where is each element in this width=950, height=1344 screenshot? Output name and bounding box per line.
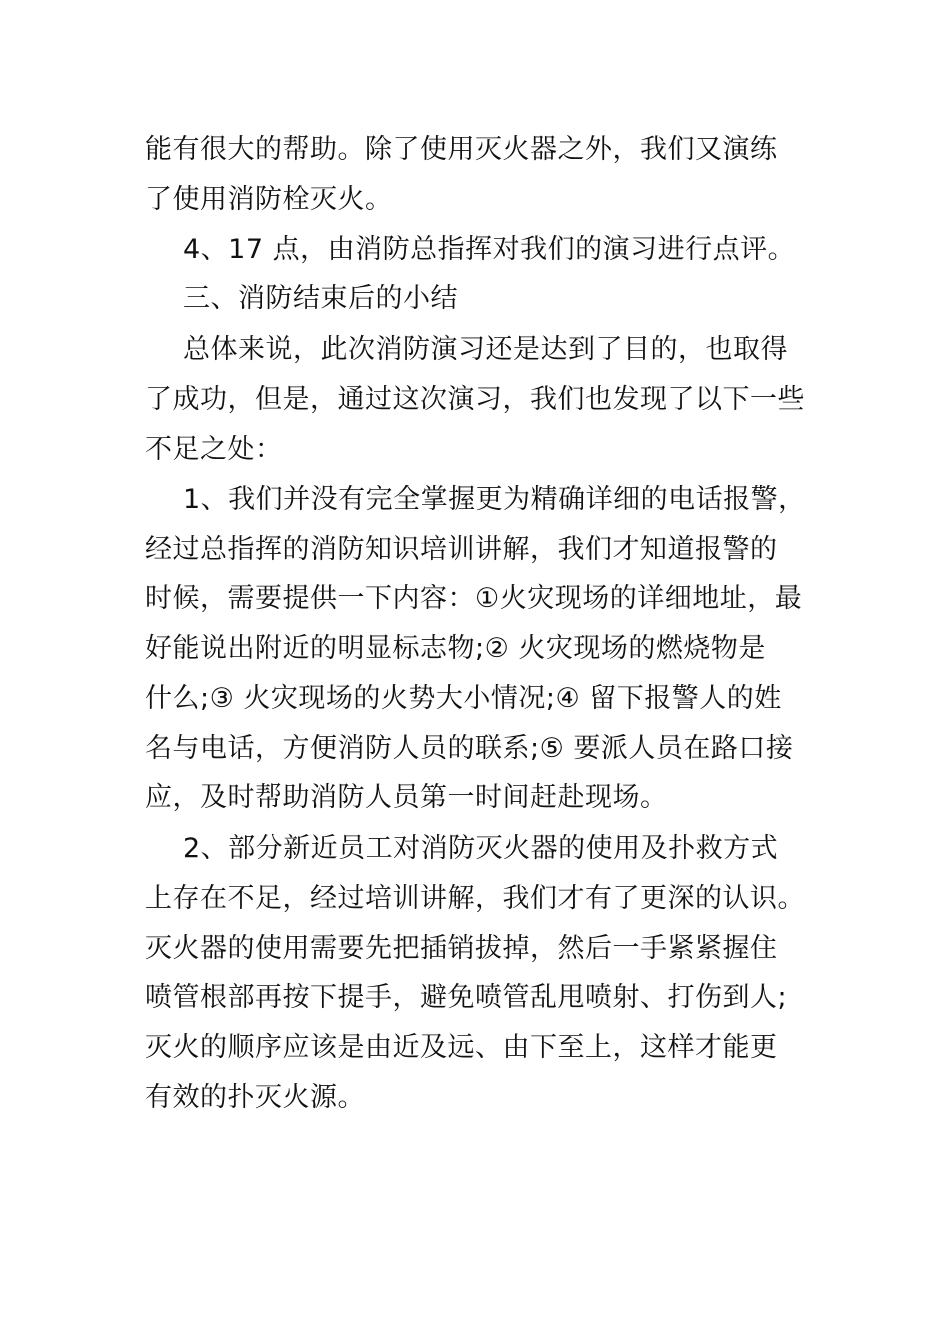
text-line: 了成功，但是，通过这次演习，我们也发现了以下一些 <box>145 384 805 415</box>
text-line: 应，及时帮助消防人员第一时间赶赴现场。 <box>145 782 668 813</box>
text-line: 有效的扑灭火源。 <box>145 1082 365 1113</box>
text-line: 4、17 点，由消防总指挥对我们的演习进行点评。 <box>183 234 796 265</box>
text-line: 2、部分新近员工对消防灭火器的使用及扑救方式 <box>183 833 779 864</box>
text-line: 灭火器的使用需要先把插销拔掉，然后一手紧紧握住 <box>145 933 778 964</box>
text-line: 经过总指挥的消防知识培训讲解，我们才知道报警的 <box>145 534 778 565</box>
text-line: 不足之处： <box>145 434 283 465</box>
text-line: 时候，需要提供一下内容：①火灾现场的详细地址，最 <box>145 583 803 614</box>
section-heading: 三、消防结束后的小结 <box>183 283 458 314</box>
text-line: 1、我们并没有完全掌握更为精确详细的电话报警， <box>183 484 806 515</box>
text-line: 名与电话，方便消防人员的联系;⑤ 要派人员在路口接 <box>145 733 794 764</box>
text-line: 什么;③ 火灾现场的火势大小情况;④ 留下报警人的姓 <box>145 683 782 714</box>
text-line: 总体来说，此次消防演习还是达到了目的，也取得 <box>183 334 788 365</box>
text-line: 灭火的顺序应该是由近及远、由下至上，这样才能更 <box>145 1032 778 1063</box>
text-line: 好能说出附近的明显标志物;② 火灾现场的燃烧物是 <box>145 633 766 664</box>
text-line: 了使用消防栓灭火。 <box>145 184 393 215</box>
text-line: 上存在不足，经过培训讲解，我们才有了更深的认识。 <box>145 883 805 914</box>
text-line: 喷管根部再按下提手，避免喷管乱甩喷射、打伤到人; <box>145 982 788 1013</box>
text-line: 能有很大的帮助。除了使用灭火器之外，我们又演练 <box>145 134 778 165</box>
